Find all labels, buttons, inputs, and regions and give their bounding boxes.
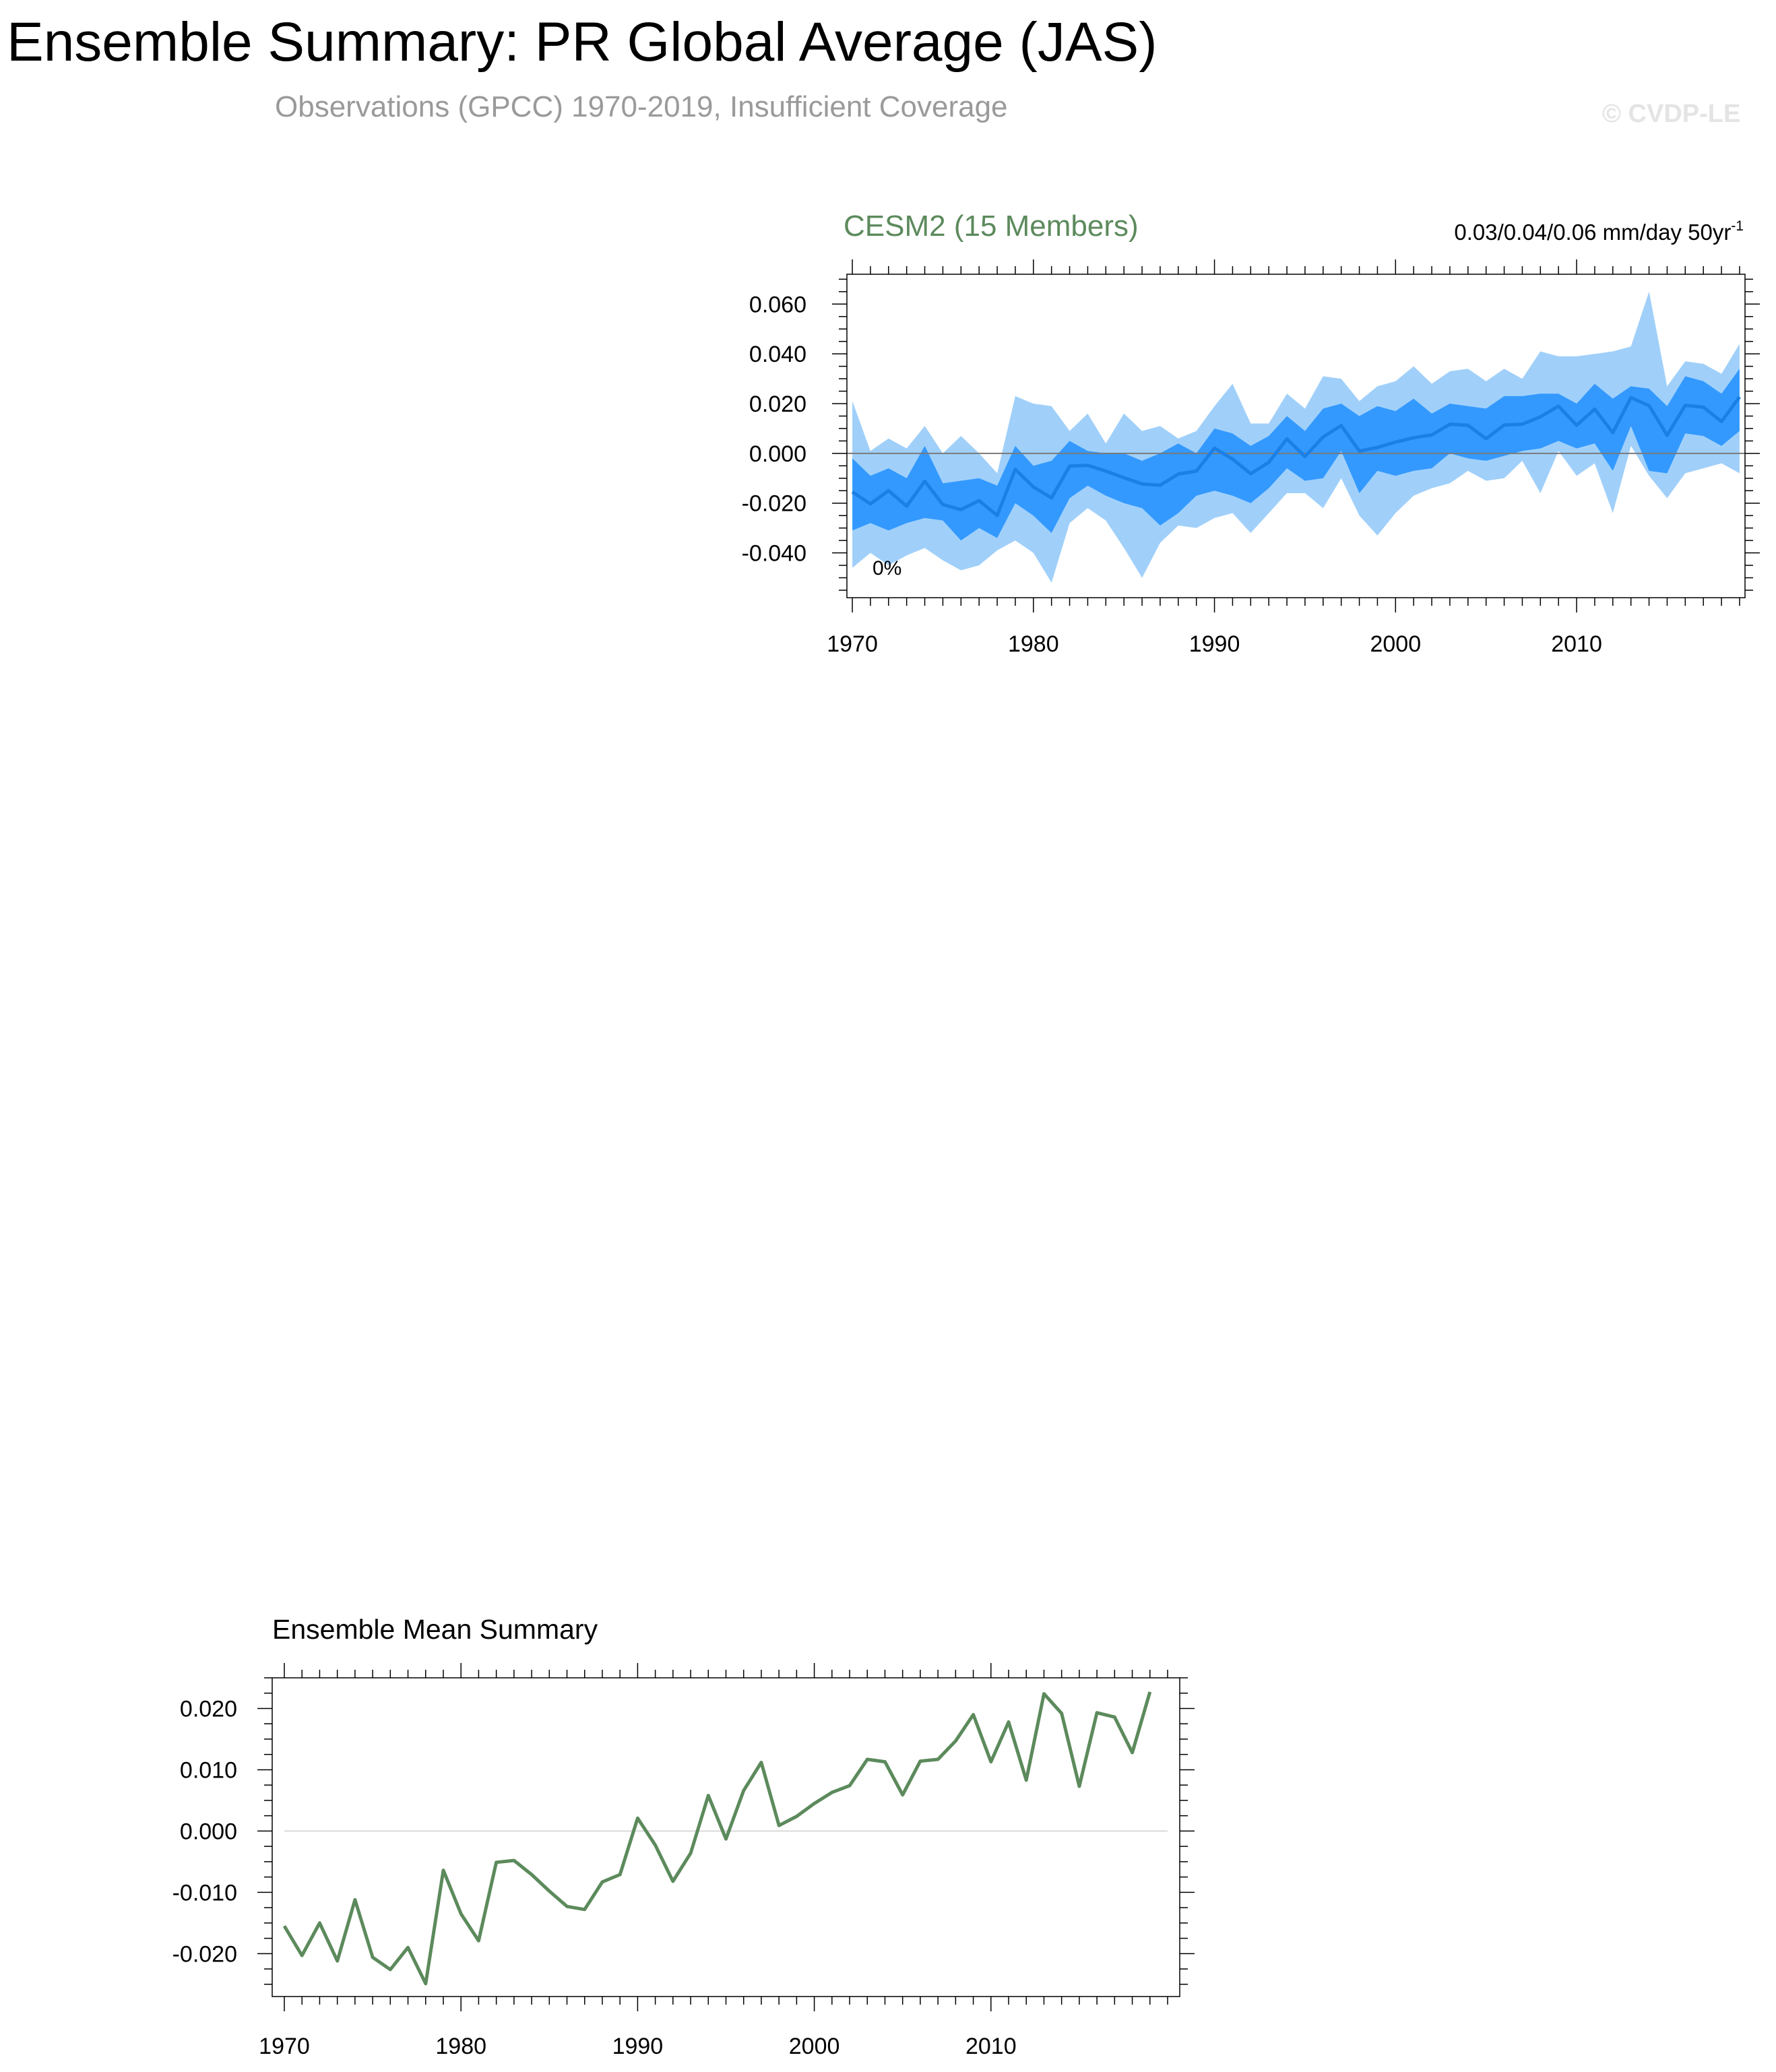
copyright-label: © CVDP-LE	[1602, 100, 1741, 128]
chart1-annotation: 0%	[873, 557, 902, 579]
x-tick-label: 1970	[827, 631, 878, 657]
chart2-plot-area	[172, 1663, 1195, 2059]
x-tick-label: 1990	[1188, 631, 1240, 657]
x-tick-label: 1970	[259, 2034, 310, 2059]
x-tick-label: 2010	[965, 2034, 1017, 2059]
page-title: Ensemble Summary: PR Global Average (JAS)	[7, 11, 1157, 73]
x-tick-label: 1980	[435, 2034, 487, 2059]
ensemble-mean-line	[284, 1692, 1150, 1984]
y-tick-label: 0.020	[749, 391, 806, 417]
page-subtitle: Observations (GPCC) 1970-2019, Insufficient Coverage	[275, 90, 1008, 123]
y-tick-label: 0.020	[179, 1696, 237, 1722]
chart2-title: Ensemble Mean Summary	[272, 1614, 598, 1645]
chart1-trend-label: 0.03/0.04/0.06 mm/day $50yr^{-1}$	[1454, 218, 1744, 245]
x-tick-label: 2010	[1551, 631, 1602, 657]
y-tick-label: 0.060	[749, 292, 806, 318]
x-tick-label: 2000	[788, 2034, 840, 2059]
x-tick-label: 1980	[1007, 631, 1059, 657]
y-tick-label: 0.010	[179, 1757, 237, 1784]
y-tick-label: 0.040	[749, 342, 806, 368]
y-tick-label: -0.020	[172, 1941, 237, 1968]
y-tick-label: -0.010	[172, 1880, 237, 1906]
x-tick-label: 1990	[612, 2034, 664, 2059]
y-tick-label: -0.040	[741, 540, 806, 567]
x-tick-label: 2000	[1370, 631, 1422, 657]
y-tick-label: 0.000	[749, 441, 806, 467]
y-tick-label: 0.000	[179, 1819, 237, 1845]
y-tick-label: -0.020	[741, 491, 806, 517]
chart1-title: CESM2 (15 Members)	[844, 210, 1139, 243]
